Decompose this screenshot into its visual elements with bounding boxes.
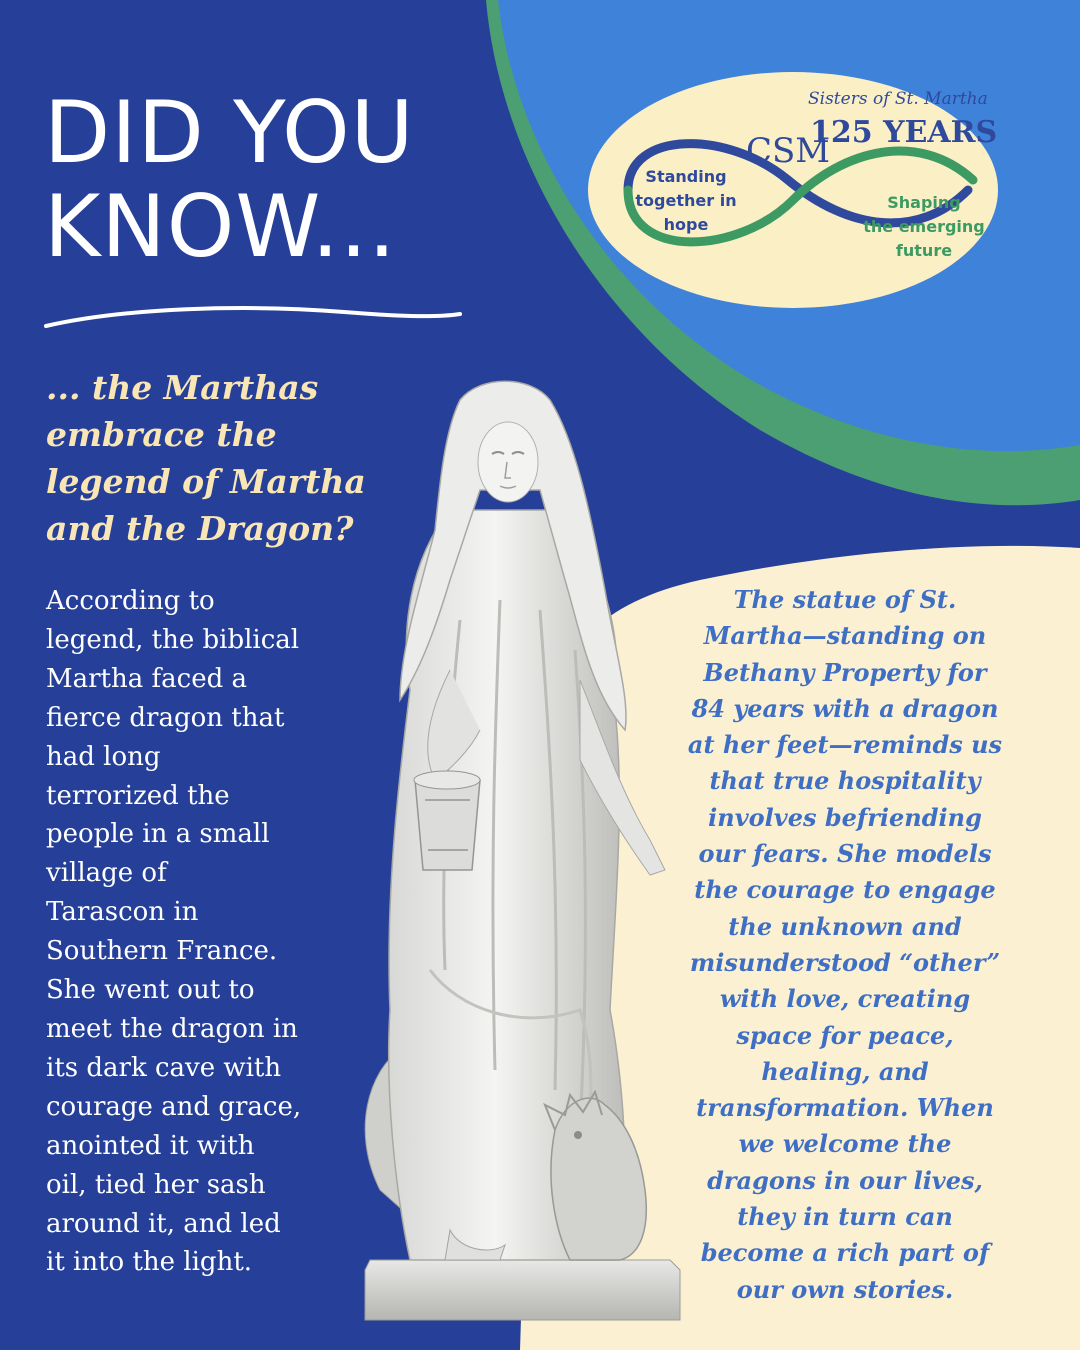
reflection-line: healing, and <box>761 1056 929 1086</box>
reflection-line: Bethany Property for <box>703 657 987 687</box>
legend-line: fierce dragon that <box>46 702 285 733</box>
reflection-line: the courage to engage <box>694 875 996 905</box>
legend-line: Southern France. <box>46 936 278 967</box>
logo-right-phrase-1: Shaping <box>887 193 961 212</box>
reflection-line: with love, creating <box>719 984 971 1014</box>
logo-right-phrase-3: future <box>895 241 953 260</box>
reflection-line: the unknown and <box>728 911 962 941</box>
reflection-line: space for peace, <box>736 1020 954 1050</box>
logo-right-phrase-2: the emerging <box>863 217 985 236</box>
sisters-of-st-martha-logo <box>588 70 998 310</box>
legend-line: it into the light. <box>46 1247 253 1278</box>
headline-line-2: KNOW... <box>44 177 397 277</box>
reflection-line: dragons in our lives, <box>707 1165 983 1195</box>
legend-line: meet the dragon in <box>46 1013 298 1044</box>
question-line: embrace the <box>46 415 277 454</box>
legend-line: anointed it with <box>46 1130 255 1161</box>
legend-paragraph <box>46 582 366 1282</box>
legend-line: She went out to <box>46 975 255 1006</box>
logo-org-name: Sisters of St. Martha <box>808 89 988 109</box>
reflection-line: 84 years with a dragon <box>691 693 999 723</box>
reflection-line: transformation. When <box>696 1093 994 1123</box>
reflection-line: we welcome the <box>738 1129 952 1159</box>
legend-line: oil, tied her sash <box>46 1169 266 1200</box>
reflection-line: our own stories. <box>736 1274 954 1304</box>
reflection-line: that true hospitality <box>709 766 981 796</box>
legend-line: its dark cave with <box>46 1052 282 1083</box>
reflection-line: our fears. She models <box>698 839 992 869</box>
reflection-line: The statue of St. <box>733 585 957 614</box>
question-line: and the Dragon? <box>46 509 354 548</box>
legend-line: According to <box>46 586 215 616</box>
reflection-line: they in turn can <box>737 1202 953 1232</box>
logo-left-phrase-2: together in <box>635 191 737 210</box>
reflection-line: become a rich part of <box>700 1238 990 1268</box>
legend-line: village of <box>46 858 167 889</box>
legend-line: courage and grace, <box>46 1091 302 1122</box>
legend-line: legend, the biblical <box>46 624 300 655</box>
statue-reflection-paragraph <box>640 582 1050 1308</box>
did-you-know-headline <box>44 83 415 277</box>
logo-left-phrase-1: Standing <box>645 167 727 186</box>
headline-line-1: DID YOU <box>44 83 415 183</box>
legend-line: had long <box>46 741 161 772</box>
legend-line: Martha faced a <box>46 663 247 694</box>
logo-anniversary: 125 YEARS <box>810 115 998 150</box>
logo-left-phrase-3: hope <box>663 215 709 234</box>
legend-line: terrorized the <box>46 780 230 811</box>
headline-underline <box>44 300 464 340</box>
reflection-line: involves befriending <box>708 802 982 832</box>
statue-of-martha-icon <box>340 370 700 1330</box>
reflection-line: Martha—standing on <box>703 621 987 651</box>
question-line: legend of Martha <box>46 462 366 501</box>
monogram-text: CSM <box>746 131 831 171</box>
reflection-line: misunderstood “other” <box>689 947 1001 977</box>
legend-line: Tarascon in <box>46 897 199 928</box>
reflection-line: at her feet—reminds us <box>687 730 1003 760</box>
legend-line: people in a small <box>46 819 270 850</box>
question-line: ... the Marthas <box>46 368 319 407</box>
legend-line: around it, and led <box>46 1208 281 1239</box>
